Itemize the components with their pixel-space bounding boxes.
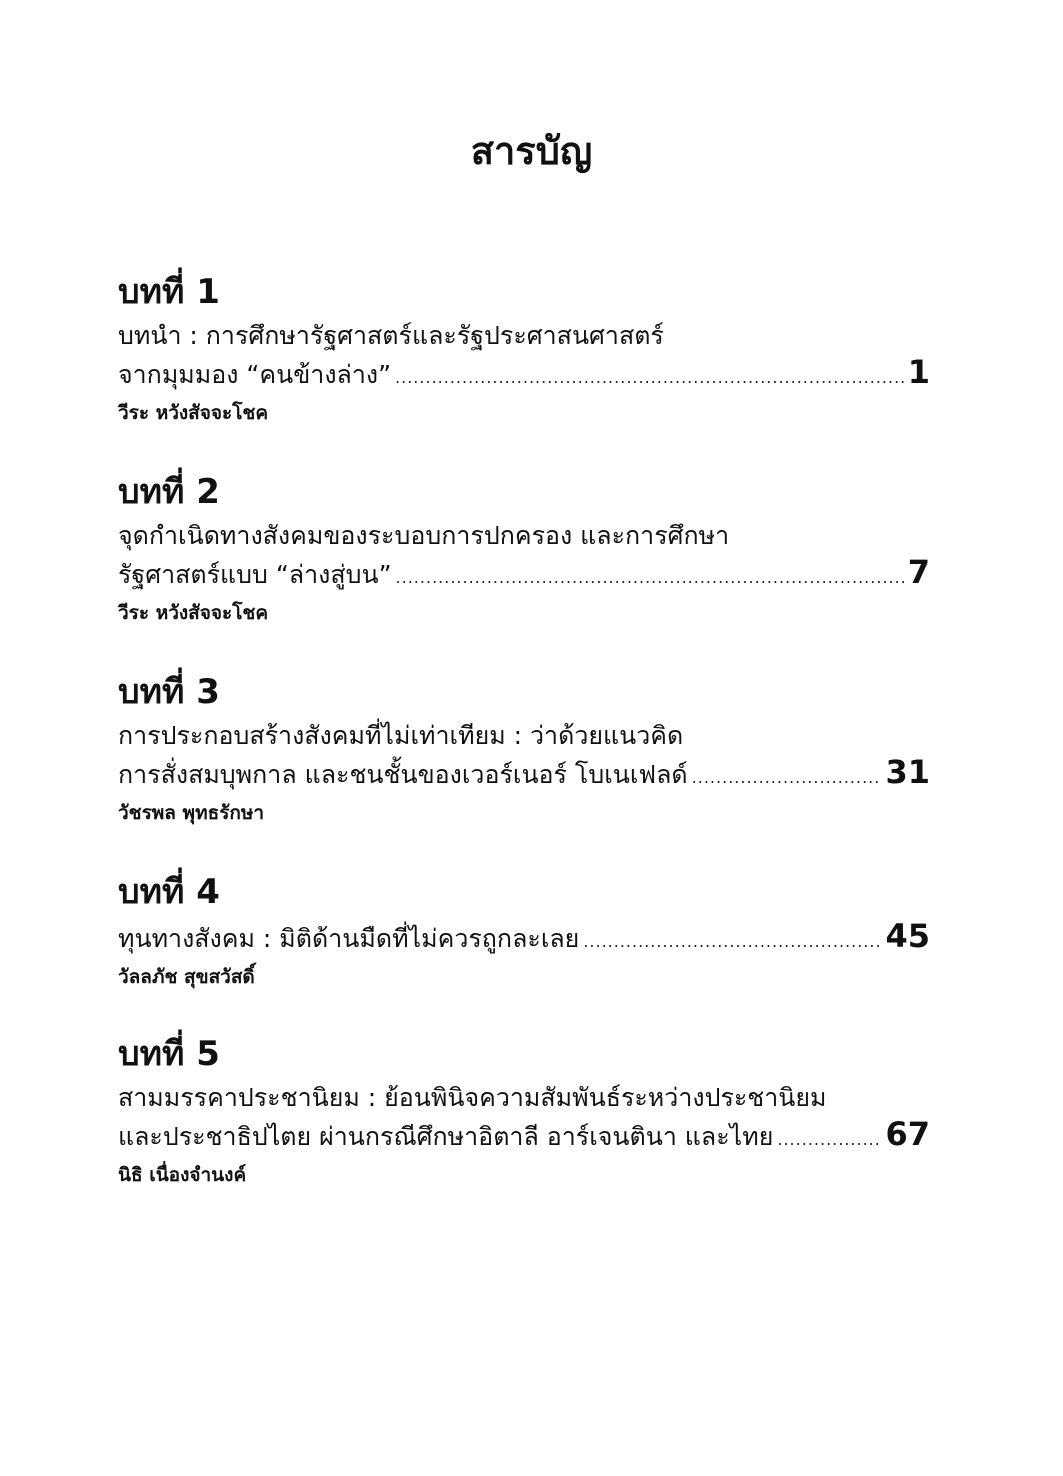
page-title: สารบัญ (470, 129, 593, 173)
chapter-title-line: บทนำ : การศึกษารัฐศาสตร์และรัฐประศาสนศาสตร์ (118, 321, 664, 350)
chapter-author: วัลลภัช สุขสวัสดิ์ (118, 966, 255, 988)
chapter-author: วัชรพล พุทธรักษา (118, 802, 265, 824)
toc-entry-chapter-1[interactable] (118, 270, 930, 428)
dot-leader (583, 924, 881, 960)
chapter-author: วีระ หวังสัจจะโชค (118, 402, 269, 424)
chapter-heading: บทที่ 5 (118, 1034, 220, 1074)
toc-entry-chapter-3[interactable] (118, 670, 930, 828)
chapter-title-line: รัฐศาสตร์แบบ “ล่างสู่บน” (118, 560, 392, 589)
chapter-title-leader-line (118, 1116, 930, 1158)
page-number: 1 (907, 353, 930, 391)
dot-leader (692, 760, 882, 796)
chapter-title-line: การสั่งสมบุพกาล และชนชั้นของเวอร์เนอร์ โบเนเฟลด์ (118, 760, 688, 789)
dot-leader (777, 1122, 881, 1158)
chapter-title-line: ทุนทางสังคม : มิติด้านมืดที่ไม่ควรถูกละเลย (118, 924, 580, 953)
chapter-title-leader-line (118, 554, 930, 596)
chapter-author: วีระ หวังสัจจะโชค (118, 602, 269, 624)
page-number: 31 (885, 753, 930, 791)
chapter-heading: บทที่ 2 (118, 472, 220, 512)
chapter-title-leader-line (118, 918, 930, 960)
chapter-title-line: จุดกำเนิดทางสังคมของระบอบการปกครอง และการศึกษา (118, 521, 730, 550)
dot-leader (396, 560, 904, 596)
chapter-author: นิธิ เนื่องจำนงค์ (118, 1164, 247, 1186)
chapter-heading: บทที่ 4 (118, 872, 220, 912)
chapter-title-leader-line (118, 354, 930, 396)
chapter-title-line: จากมุมมอง “คนข้างล่าง” (118, 360, 392, 389)
chapter-title-leader-line (118, 754, 930, 796)
toc-entry-chapter-4[interactable] (118, 870, 930, 992)
page-number: 45 (885, 917, 930, 955)
chapter-title-line: การประกอบสร้างสังคมที่ไม่เท่าเทียม : ว่าด้วยแนวคิด (118, 721, 684, 750)
toc-entry-chapter-5[interactable] (118, 1032, 930, 1190)
page-number: 7 (907, 553, 930, 591)
chapter-heading: บทที่ 3 (118, 672, 220, 712)
chapter-heading: บทที่ 1 (118, 272, 220, 312)
chapter-title-line: สามมรรคาประชานิยม : ย้อนพินิจความสัมพันธ์ระหว่างประชานิยม (118, 1083, 827, 1112)
chapter-title-line: และประชาธิปไตย ผ่านกรณีศึกษาอิตาลี อาร์เจนตินา และไทย (118, 1122, 774, 1151)
dot-leader (395, 360, 904, 396)
toc-entry-chapter-2[interactable] (118, 470, 930, 628)
page-number: 67 (885, 1115, 930, 1153)
